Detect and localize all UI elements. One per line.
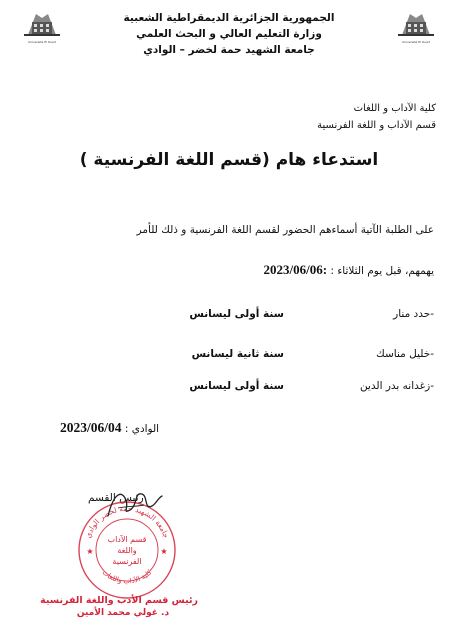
university-building-icon xyxy=(22,8,62,38)
student-name: -خليل مناسك xyxy=(376,348,434,360)
student-name: -حدد منار xyxy=(393,308,434,320)
student-row xyxy=(24,348,434,364)
university-logo-left xyxy=(22,8,62,44)
body-line-2 xyxy=(24,262,434,278)
stamp-outer-text: جامعة الشهيد حمة لخضر الوادي xyxy=(83,503,171,540)
university-building-icon xyxy=(396,8,436,38)
stamp-star-icon: ★ xyxy=(160,547,168,556)
stamp-star-icon: ★ xyxy=(86,547,94,556)
header-ministry: وزارة التعليم العالي و البحث العلمي xyxy=(136,28,322,40)
university-logo-right xyxy=(396,8,436,44)
student-level: سنة أولى ليسانس xyxy=(189,308,284,320)
stamp-inner-1: قسم الآداب xyxy=(107,535,147,544)
header-republic: الجمهورية الجزائرية الديمقراطية الشعبية xyxy=(123,12,335,24)
student-row xyxy=(24,380,434,396)
logo-caption: Université El Oued xyxy=(28,40,56,44)
student-name: -زغدانه بدر الدين xyxy=(359,380,434,392)
handwritten-signature xyxy=(104,486,164,522)
body-line-1: على الطلبة الآتية أسماءهم الحضور لقسم اللغة الفرنسية و ذلك للأمر xyxy=(136,224,434,236)
institution-header xyxy=(100,10,358,58)
issue-date: 2023/06/04 xyxy=(60,420,122,435)
document-title: استدعاء هام (قسم اللغة الفرنسية ) xyxy=(79,150,379,170)
header-university: جامعة الشهيد حمة لخضر – الوادي xyxy=(143,44,315,56)
stamp-inner-3: الفرنسية xyxy=(112,557,142,566)
stamp-bottom-text: كلية الآداب واللغات xyxy=(100,568,154,586)
student-level: سنة ثانية ليسانس xyxy=(191,348,284,360)
logo-caption: Université El Oued xyxy=(402,40,430,44)
place-label: الوادي : xyxy=(124,423,160,435)
signature-label: رئيس القسم xyxy=(88,492,144,504)
department-name: قسم الآداب و اللغة الفرنسية xyxy=(317,120,436,131)
svg-text:كلية الآداب واللغات xyxy=(101,568,154,585)
place-date xyxy=(60,420,159,436)
stamp-inner-2: واللغة xyxy=(117,546,137,555)
student-row xyxy=(24,308,434,324)
faculty-name: كلية الآداب و اللغات xyxy=(353,103,436,114)
faculty-block xyxy=(317,100,436,134)
signatory-block xyxy=(40,594,198,620)
deadline-date: 2023/06/06: xyxy=(263,262,328,277)
student-level: سنة أولى ليسانس xyxy=(189,380,284,392)
signatory-title: رئيس قسم الأدب واللغة الفرنسية xyxy=(40,595,198,606)
deadline-text: يهمهم، قبل يوم الثلاثاء : xyxy=(330,265,434,277)
signatory-name: د. غولي محمد الأمين xyxy=(76,608,170,618)
